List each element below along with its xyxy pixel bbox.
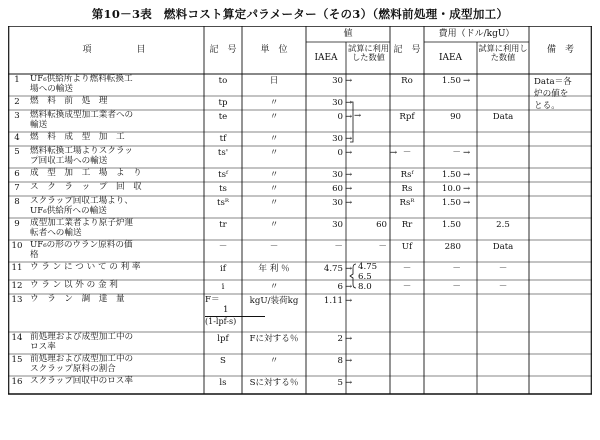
row-unit: Fに対する％ <box>249 334 299 344</box>
row-symbol: ls <box>219 378 227 388</box>
row-trial-value: － <box>378 242 387 252</box>
remark-line: Data＝各 <box>534 77 572 87</box>
row-cost-trial: 2.5 <box>496 220 510 230</box>
row-iaea-value: 30 <box>332 134 343 144</box>
row-item-line: スクラップ原料の割合 <box>30 363 116 374</box>
row-symbol: tr <box>219 220 227 230</box>
row-symbol: tsᴿ <box>217 198 229 208</box>
header-cost-trial: 試算に利用した数値 <box>478 43 528 63</box>
row-iaea-value: 30 <box>332 198 343 208</box>
row-unit: Sに対する％ <box>249 378 299 388</box>
row-item <box>30 97 202 107</box>
row-item-line: ロス率 <box>30 341 56 352</box>
row-cost-iaea: 90 <box>450 112 461 122</box>
arrow-right-icon: → <box>345 356 353 366</box>
arrow-right-icon: → <box>390 148 398 158</box>
row-cost-symbol: Rs <box>401 184 413 194</box>
row-unit: 〃 <box>269 282 279 292</box>
row-cost-iaea: － <box>452 148 461 158</box>
row-symbol: te <box>218 112 228 122</box>
row-number: 5 <box>14 147 20 157</box>
row-unit: 日 <box>269 76 279 86</box>
header-unit: 単 位 <box>260 44 288 55</box>
arrow-right-icon: → <box>463 148 471 158</box>
row-item-line: 前処理および成型加工中の <box>30 354 134 364</box>
row-cost-trial: － <box>498 264 508 274</box>
row-unit: 〃 <box>269 134 279 144</box>
row-trial-value: 60 <box>376 220 387 230</box>
remark-line: 炉の値を <box>534 89 569 100</box>
arrow-right-icon: → <box>345 378 353 388</box>
arrow-right-icon: → <box>463 170 471 180</box>
arrow-right-icon: → <box>345 98 353 108</box>
row-item <box>30 281 202 291</box>
trial-value: 4.75 <box>358 262 378 272</box>
row-item-line: スクラップ回収中のロス率 <box>30 376 133 386</box>
row-iaea-value: 0 <box>337 112 343 122</box>
row-cost-iaea: 1.50 <box>441 76 461 86</box>
arrow-right-icon: → <box>345 184 353 194</box>
row-item-line: ス ク ラ ッ プ 回 収 <box>30 182 142 192</box>
row-item <box>30 75 202 95</box>
row-item-line: 燃 料 前 処 理 <box>30 96 108 106</box>
row-item-line: 燃料転換工場よりスクラッ <box>30 146 133 156</box>
row-number: 12 <box>11 281 23 291</box>
row-item-line: 成型加工業者より原子炉運 <box>30 218 134 228</box>
row-unit: 〃 <box>269 198 279 208</box>
row-unit: 〃 <box>269 356 279 366</box>
row-item <box>30 263 202 273</box>
parameter-table <box>8 26 592 432</box>
row-number: 7 <box>14 183 20 193</box>
formula-numerator: 1 <box>223 304 229 315</box>
row-iaea-value: 30 <box>332 170 343 180</box>
row-number: 9 <box>14 219 20 229</box>
row-number: 8 <box>14 197 20 207</box>
row-item <box>30 295 202 305</box>
row-cost-iaea: 1.50 <box>441 198 461 208</box>
arrow-right-icon: → <box>345 264 353 274</box>
row-unit: 〃 <box>269 170 279 180</box>
row-symbol: to <box>218 76 228 86</box>
row-iaea-value: 4.75 <box>323 264 343 274</box>
row-item-line: 前処理および成型加工中の <box>30 332 134 342</box>
row-iaea-value: 60 <box>332 184 343 194</box>
row-number: 3 <box>14 111 20 121</box>
row-item <box>30 333 202 353</box>
row-item <box>30 147 202 167</box>
row-item-line: プ回収工場への輸送 <box>30 155 108 166</box>
arrow-right-icon: → <box>345 334 353 344</box>
arrow-right-icon: → <box>463 184 471 194</box>
row-item-line: 場への輸送 <box>30 83 73 94</box>
row-unit: 〃 <box>269 184 279 194</box>
row-item <box>30 111 202 131</box>
row-item-line: スクラップ回収工場より、 <box>30 196 133 206</box>
row-iaea-value: 6 <box>337 282 343 292</box>
header-item: 項 目 <box>82 44 146 55</box>
row-item <box>30 377 202 387</box>
header-value-iaea: IAEA <box>314 52 338 63</box>
row-symbol: － <box>218 242 228 252</box>
row-symbol: lpf <box>217 334 229 344</box>
row-cost-trial: Data <box>492 112 514 122</box>
row-iaea-value: 2 <box>337 334 343 344</box>
row-item-line: UF₆供給所への輸送 <box>30 205 107 216</box>
arrow-right-icon: → <box>463 198 471 208</box>
row-cost-symbol: Rpf <box>399 112 415 122</box>
arrow-right-icon: → <box>345 148 353 158</box>
row-item-line: UF₆の形のウラン原料の価 <box>30 240 133 250</box>
arrow-right-icon: → <box>345 170 353 180</box>
row-number: 4 <box>14 133 20 143</box>
row-item-line: 成 型 加 工 場 よ り <box>30 168 142 178</box>
row-iaea-value: 1.11 <box>323 296 343 306</box>
arrow-right-icon: → <box>345 134 353 144</box>
header-symbol: 記 号 <box>209 44 237 55</box>
row-item <box>30 183 202 193</box>
row-cost-iaea: － <box>452 264 461 274</box>
row-item-line: 燃料転換成型加工業者への <box>30 110 134 120</box>
row-symbol: S <box>220 356 226 366</box>
row-cost-symbol: Rr <box>401 220 413 230</box>
arrow-right-icon: → <box>463 76 471 86</box>
arrow-right-icon: → <box>345 198 353 208</box>
row-cost-iaea: 1.50 <box>441 170 461 180</box>
row-unit: 〃 <box>269 112 279 122</box>
row-number: 6 <box>14 169 20 179</box>
row-cost-trial: － <box>498 282 508 292</box>
row-symbol: if <box>220 264 226 274</box>
row-unit: 年 利 ％ <box>258 264 290 274</box>
row-item <box>30 197 202 217</box>
row-item-line: UF₆供給所より燃料転換工 <box>30 74 133 84</box>
row-unit: 〃 <box>269 98 279 108</box>
row-item-line: 転者への輸送 <box>30 227 82 238</box>
row-number: 2 <box>14 97 20 107</box>
row-cost-symbol: Rsᴿ <box>399 198 415 208</box>
header-cost: 費用（ドル/kgU） <box>438 28 515 39</box>
row-item-line: ウ ラ ン に つ い て の 利 率 <box>30 262 141 272</box>
row-number: 16 <box>11 377 23 387</box>
row-cost-symbol: － <box>402 282 412 292</box>
trial-value: 8.0 <box>358 281 372 292</box>
row-unit: － <box>269 242 279 252</box>
row-symbol: ts' <box>217 148 229 158</box>
trial-value: 6.5 <box>358 271 372 282</box>
row-item-line: 輸送 <box>30 119 48 130</box>
row-cost-symbol: Rsᶠ <box>400 170 414 180</box>
row-iaea-value: 5 <box>337 378 343 388</box>
row-item-line: ウ ラ ン 調 達 量 <box>30 294 125 304</box>
row-unit: 〃 <box>269 220 279 230</box>
remark-line: とる。 <box>534 101 560 112</box>
row-item <box>30 133 202 143</box>
arrow-right-icon: → <box>345 282 353 292</box>
row-cost-trial: Data <box>492 242 514 252</box>
row-cost-symbol: － <box>402 264 412 274</box>
row-cost-symbol: Uf <box>401 242 413 252</box>
row-item-line: 格 <box>30 249 39 260</box>
row-cost-iaea: － <box>452 282 461 292</box>
row-symbol: tsᶠ <box>218 170 228 180</box>
row-item <box>30 241 202 261</box>
header-value-trial: 試算に利用した数値 <box>348 43 389 63</box>
row-symbol: i <box>221 282 225 292</box>
row-number: 1 <box>14 75 20 85</box>
row-item <box>30 355 202 375</box>
formula-denominator: (1-lpf-s) <box>205 316 265 326</box>
row-unit: kgU/装荷kg <box>249 296 299 306</box>
formula-lhs: F＝ <box>205 295 220 305</box>
row-cost-iaea: 1.50 <box>441 220 461 230</box>
row-item <box>30 169 202 179</box>
row-iaea-value: 0 <box>337 148 343 158</box>
row-iaea-value: 30 <box>332 98 343 108</box>
arrow-right-icon: → <box>345 112 353 122</box>
row-number: 10 <box>11 241 23 251</box>
row-number: 14 <box>11 333 23 343</box>
table-title: 第10－3表 燃料コスト算定パラメーター（その3）（燃料前処理・成型加工） <box>91 7 509 21</box>
row-item-line: 燃 料 成 型 加 工 <box>30 132 125 142</box>
row-unit: 〃 <box>269 148 279 158</box>
arrow-right-icon: → <box>354 111 362 121</box>
row-number: 11 <box>11 263 23 273</box>
header-value: 値 <box>343 28 353 39</box>
row-symbol: ts <box>219 184 227 194</box>
row-item <box>30 219 202 239</box>
row-number: 13 <box>11 295 23 305</box>
header-remarks: 備 考 <box>546 44 574 55</box>
row-cost-iaea: 280 <box>444 242 461 252</box>
arrow-right-icon: → <box>345 296 353 306</box>
arrow-right-icon: → <box>345 76 353 86</box>
row-iaea-value: － <box>334 242 343 252</box>
row-cost-iaea: 10.0 <box>441 184 461 194</box>
row-iaea-value: 30 <box>332 220 343 230</box>
row-symbol: tp <box>218 98 228 108</box>
row-trial-values <box>358 263 377 293</box>
header-symbol2: 記 号 <box>393 44 421 55</box>
row-iaea-value: 30 <box>332 76 343 86</box>
row-cost-symbol: － <box>402 148 412 158</box>
row-number: 15 <box>11 355 23 365</box>
row-item-line: ウ ラ ン 以 外 の 金 利 <box>30 280 118 290</box>
row-cost-symbol: Ro <box>401 76 413 86</box>
row-symbol: tf <box>219 134 227 144</box>
row-remarks <box>534 76 572 112</box>
row-iaea-value: 8 <box>337 356 343 366</box>
header-cost-iaea: IAEA <box>438 52 463 63</box>
